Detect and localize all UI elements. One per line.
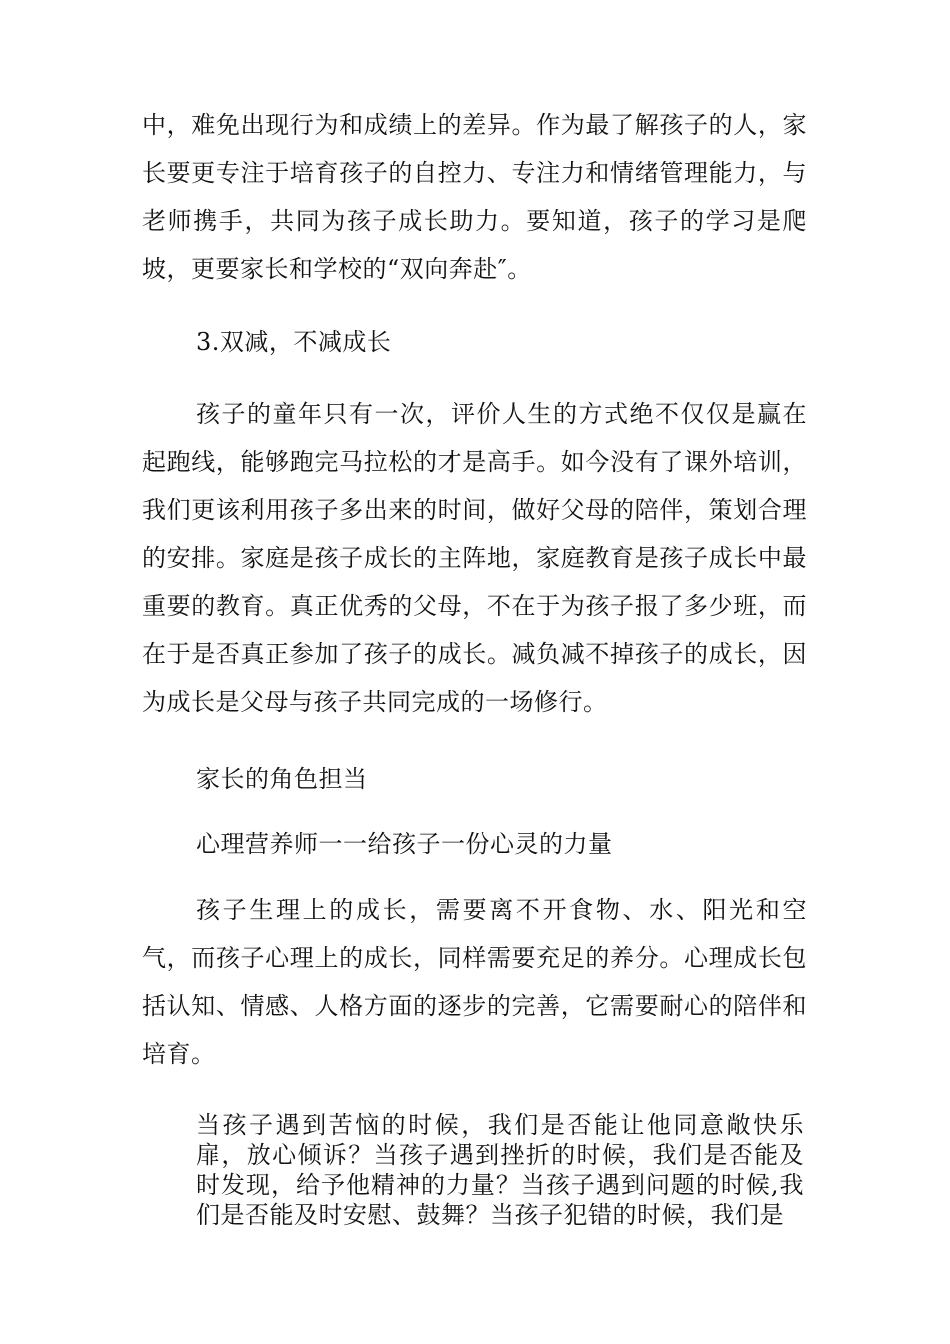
- paragraph-2: 孩子的童年只有一次，评价人生的方式绝不仅仅是赢在起跑线，能够跑完马拉松的才是高手。如今没有了课外培训，我们更该利用孩子多出来的时间，做好父母的陪伴，策划合理的安排。家庭是孩子成长的主阵地，家庭教育是孩子成长中最重要的教育。真正优秀的父母，不在于为孩子报了多少班，而在于是否真正参加了孩子的成长。减负减不掉孩子的成长，因为成长是父母与孩子共同完成的一场修行。: [142, 400, 807, 716]
- section-heading-double-reduction: 3.双减，不减成长: [196, 328, 392, 356]
- paragraph-3: 孩子生理上的成长，需要离不开食物、水、阳光和空气，而孩子心理上的成长，同样需要充足的养分。心理成长包括认知、情感、人格方面的逐步的完善，它需要耐心的陪伴和培育。: [142, 896, 807, 1068]
- heading-parent-role: 家长的角色担当: [196, 765, 368, 793]
- paragraph-1: 中，难免出现行为和成绩上的差异。作为最了解孩子的人，家长要更专注于培育孩子的自控力、专注力和情绪管理能力，与老师携手，共同为孩子成长助力。要知道，孩子的学习是爬坡，更要家长和学校的“双向奔赴″。: [142, 111, 807, 283]
- heading-psych-nutritionist: 心理营养师一一给孩子一份心灵的力量: [196, 830, 613, 858]
- paragraph-4: 当孩子遇到苦恼的时候，我们是否能让他同意敞快乐扉，放心倾诉？当孩子遇到挫折的时候，我们是否能及时发现，给予他精神的力量？当孩子遇到问题的时候,我们是否能及时安慰、鼓舞？当孩子犯错的时候，我们是: [196, 1111, 804, 1229]
